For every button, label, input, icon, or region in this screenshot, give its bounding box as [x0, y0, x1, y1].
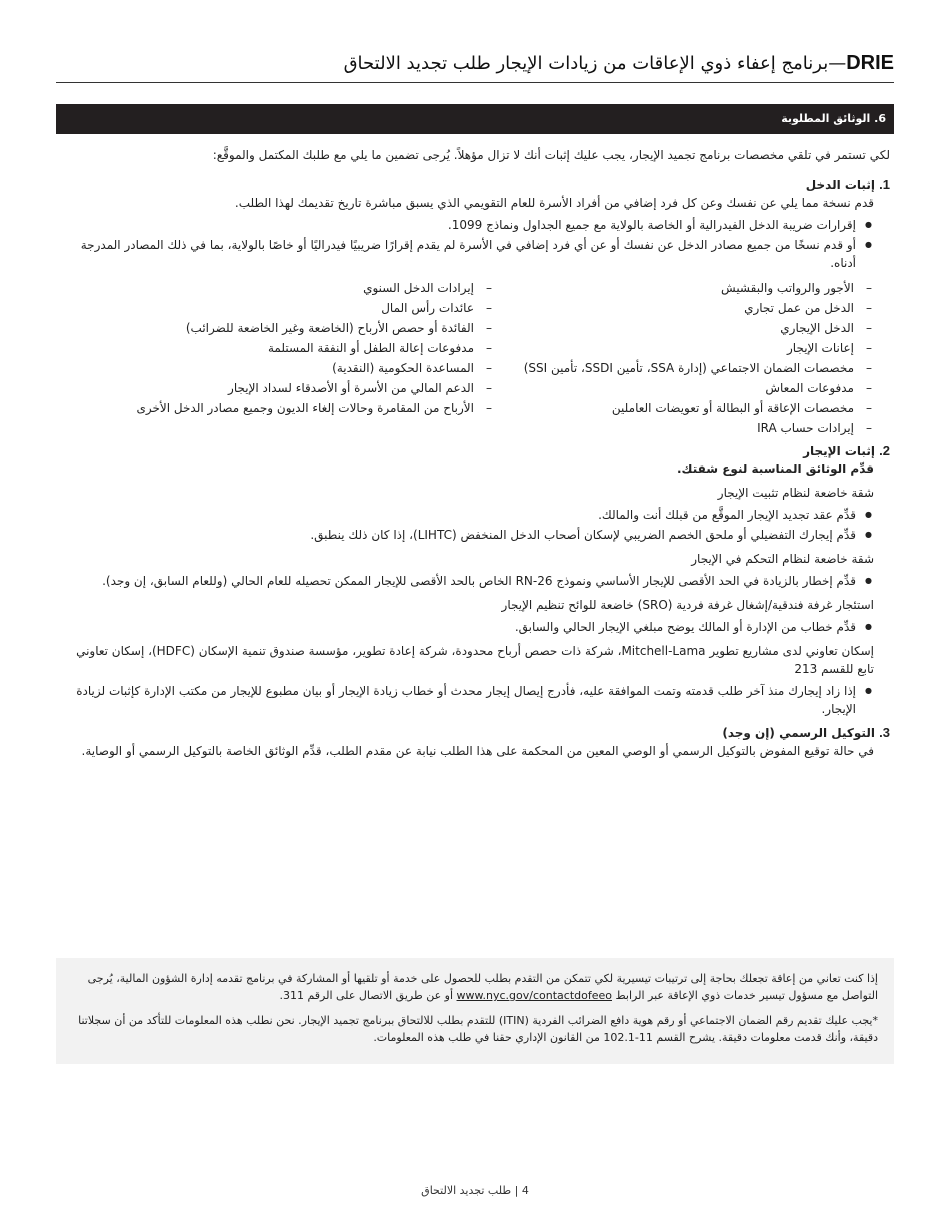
rent-controlled-bullets: [60, 572, 890, 590]
page-title: [56, 50, 894, 77]
list-item: ● قدِّم إخطار بالزيادة في الحد الأقصى للإيجار الأساسي ونموذج RN-26 الخاص بالحد الأقصى للإيجار الممكن تحصيله للعام الحالي (وللعام السابق، إن وجد).: [60, 572, 874, 590]
income-sources-columns: [60, 278, 890, 438]
income-number: 1.: [879, 177, 890, 192]
rent-section: [60, 442, 890, 718]
income-sources-right-column: [494, 278, 874, 438]
program-brand: DRIE: [846, 52, 894, 74]
list-item: – الدخل من عمل تجاري: [494, 298, 874, 318]
section-title: 6. الوثائق المطلوبة: [781, 112, 886, 125]
income-bullets: [60, 216, 890, 272]
list-item: – الأجور والرواتب والبقشيش: [494, 278, 874, 298]
document-page: [56, 0, 894, 1230]
rent-sro-bullets: [60, 618, 890, 636]
accessibility-text: إذا كنت تعاني من إعاقة تجعلك بحاجة إلى ترتيبات تيسيرية لكي تتمكن من التقدم بطلب للحصول على خدمة أو تلقيها أو المشاركة في برنامج تقدمه إدارة الشؤون المالية، يُرجى التواصل مع مسؤول تيسير خدمات ذوي الإعاقة عبر الرابط: [87, 972, 878, 1002]
list-item: ● أو قدم نسخًا من جميع مصادر الدخل عن نفسك أو عن أي فرد إضافي في الأسرة لم يقدم إقرارًا ضريبيًا فيدراليًا أو خاصًا بالولاية، بما في ذلك المصادر المدرجة أدناه.: [60, 236, 874, 272]
list-item: – مخصصات الضمان الاجتماعي (إدارة SSA، تأمين SSDI، تأمين SSI): [494, 358, 874, 378]
rent-subtitle: قدِّم الوثائق المناسبة لنوع شقتك.: [676, 462, 874, 476]
accessibility-paragraph: [72, 970, 878, 1004]
accessibility-notice-box: [56, 958, 894, 1064]
rent-number: 2.: [879, 443, 890, 458]
rent-stabilized-bullets: [60, 506, 890, 544]
poa-number: 3.: [879, 725, 890, 740]
list-item: – الدخل الإيجاري: [494, 318, 874, 338]
poa-section: [60, 724, 890, 760]
poa-title: التوكيل الرسمي (إن وجد): [722, 726, 875, 740]
list-item: – إيرادات حساب IRA: [494, 418, 874, 438]
list-item: ● قدِّم عقد تجديد الإيجار الموقَّع من قبلك أنت والمالك.: [60, 506, 874, 524]
list-item: ● إقرارات ضريبة الدخل الفيدرالية أو الخاصة بالولاية مع جميع الجداول ونماذج 1099.: [60, 216, 874, 234]
list-item: – إيرادات الدخل السنوي: [84, 278, 494, 298]
list-item: – الدعم المالي من الأسرة أو الأصدقاء لسداد الإيجار: [84, 378, 494, 398]
list-item: ● قدِّم إيجارك التفضيلي أو ملحق الخصم الضريبي لإسكان أصحاب الدخل المنخفض (LIHTC)، إذا كان ذلك ينطبق.: [60, 526, 874, 544]
accessibility-text-end: أو عن طريق الاتصال على الرقم 311.: [279, 989, 454, 1002]
rent-heading: [60, 442, 890, 460]
rent-stabilized-label: شقة خاضعة لنظام تثبيت الإيجار: [717, 486, 874, 500]
list-item: – مخصصات الإعاقة أو البطالة أو تعويضات العاملين: [494, 398, 874, 418]
poa-heading: [60, 724, 890, 742]
list-item: ● قدِّم خطاب من الإدارة أو المالك يوضح مبلغي الإيجار الحالي والسابق.: [60, 618, 874, 636]
list-item: – المساعدة الحكومية (النقدية): [84, 358, 494, 378]
list-item: – مدفوعات إعالة الطفل أو النفقة المستلمة: [84, 338, 494, 358]
rent-title: إثبات الإيجار: [803, 444, 875, 458]
contact-link[interactable]: www.nyc.gov/contactdofeeo: [456, 989, 612, 1002]
section-heading-bar: [56, 104, 894, 134]
rent-sro-label: استئجار غرفة فندقية/إشغال غرفة فردية (SRO) خاضعة للوائح تنظيم الإيجار: [501, 598, 874, 612]
section-content: [60, 146, 890, 760]
list-item: – الأرباح من المقامرة وحالات إلغاء الديون وجميع مصادر الدخل الأخرى: [84, 398, 494, 418]
list-item: – الفائدة أو حصص الأرباح (الخاضعة وغير الخاضعة للضرائب): [84, 318, 494, 338]
header-divider: [56, 82, 894, 83]
income-sources-left-column: [84, 278, 494, 438]
intro-text: لكي تستمر في تلقي مخصصات برنامج تجميد الإيجار، يجب عليك إثبات أنك لا تزال مؤهلاً. يُرجى تضمين ما يلي مع طلبك المكتمل والموقَّع:: [212, 148, 890, 162]
rent-coop-label: إسكان تعاوني لدى مشاريع تطوير Mitchell-Lama، شركة ذات حصص أرباح محدودة، شركة إعادة تطوير، مؤسسة صندوق تنمية الإسكان (HDFC)، إسكان تعاوني تابع للقسم 213: [76, 644, 874, 676]
list-item: – إعانات الإيجار: [494, 338, 874, 358]
income-description: قدم نسخة مما يلي عن نفسك وعن كل فرد إضافي من أفراد الأسرة للعام التقويمي الذي يسبق مباشرة تاريخ تقديمك لهذا الطلب.: [234, 196, 874, 210]
list-item: – مدفوعات المعاش: [494, 378, 874, 398]
list-item: ● إذا زاد إيجارك منذ آخر طلب قدمته وتمت الموافقة عليه، فأدرج إيصال إيجار محدث أو خطاب زيادة الإيجار أو بيان مطبوع للإيجار من مكتب الإدارة كإثبات لزيادة الإيجار.: [60, 682, 874, 718]
page-footer: 4 | طلب تجديد الالتحاق: [421, 1184, 529, 1197]
poa-description: في حالة توقيع المفوض بالتوكيل الرسمي أو الوصي المعين من المحكمة على هذا الطلب نيابة عن مقدم الطلب، قدِّم الوثائق الخاصة بالتوكيل الرسمي أو الوصاية.: [81, 744, 874, 758]
list-item: – عائدات رأس المال: [84, 298, 494, 318]
income-section: [60, 176, 890, 438]
rent-coop-bullets: [60, 682, 890, 718]
program-title: —برنامج إعفاء ذوي الإعاقات من زيادات الإيجار طلب تجديد الالتحاق: [343, 53, 847, 74]
income-title: إثبات الدخل: [805, 178, 875, 192]
income-heading: [60, 176, 890, 194]
rent-controlled-label: شقة خاضعة لنظام التحكم في الإيجار: [691, 552, 874, 566]
ssn-notice: *يجب عليك تقديم رقم الضمان الاجتماعي أو رقم هوية دافع الضرائب الفردية (ITIN) للتقدم بطلب للالتحاق ببرنامج تجميد الإيجار. نحن نطلب هذه المعلومات للتأكد من أن سجلاتنا دقيقة، وأنك قدمت معلومات دقيقة. يشرح القسم 11-102.1 من القانون الإداري حقنا في طلب هذه المعلومات.: [78, 1014, 878, 1044]
